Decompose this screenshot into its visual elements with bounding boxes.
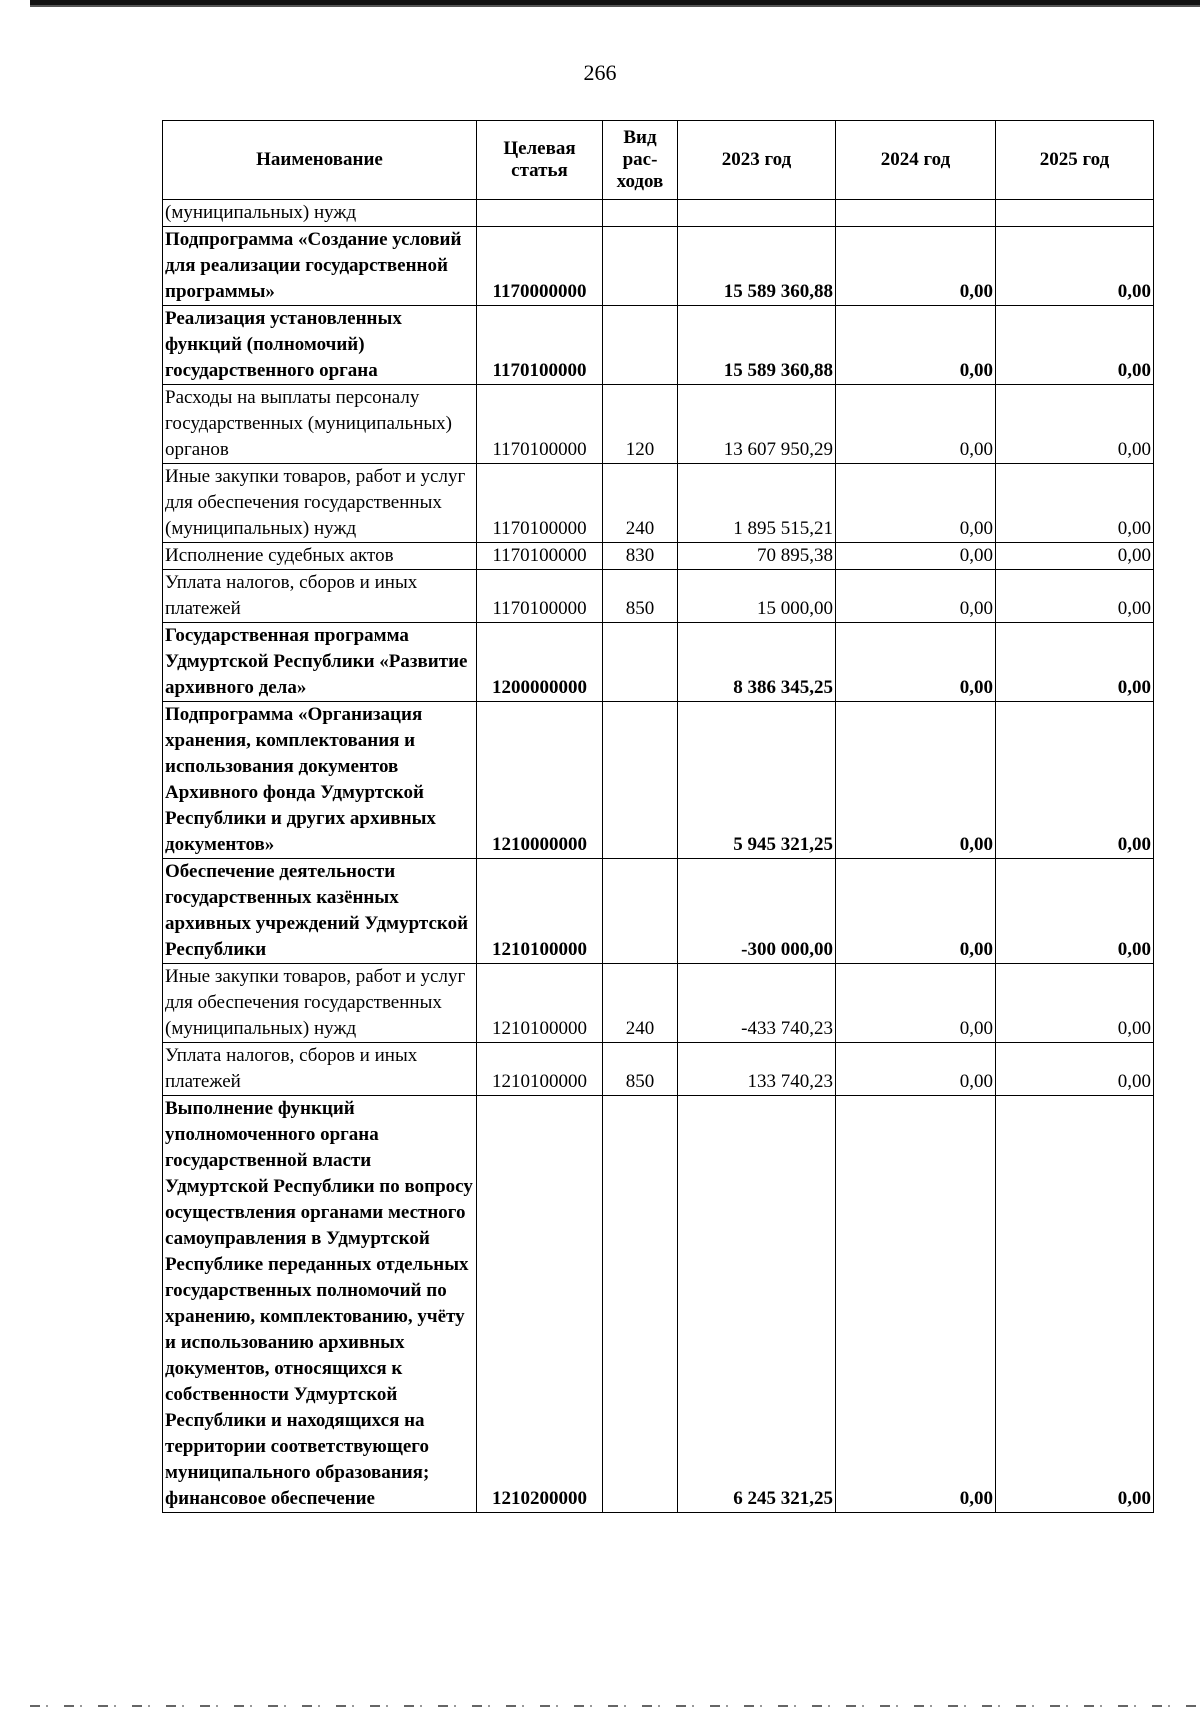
row-name-cell: Расходы на выплаты персоналу государственных (муниципальных) органов xyxy=(163,385,477,464)
table-row xyxy=(163,227,1154,306)
table-row xyxy=(163,464,1154,543)
table-row xyxy=(163,702,1154,859)
row-2024-cell: 0,00 xyxy=(836,385,996,464)
row-2023-cell: 1 895 515,21 xyxy=(678,464,836,543)
row-2025-cell xyxy=(996,200,1154,227)
table-row xyxy=(163,1043,1154,1096)
row-2023-cell: 15 589 360,88 xyxy=(678,227,836,306)
top-scan-border-shadow xyxy=(30,5,1200,7)
row-name-cell: Обеспечение деятельности государственных казённых архивных учреждений Удмуртской Республики xyxy=(163,859,477,964)
table-row xyxy=(163,306,1154,385)
header-name: Наименование xyxy=(163,121,477,200)
row-code-cell xyxy=(477,200,603,227)
header-vid-line3: ходов xyxy=(616,171,664,192)
row-2024-cell: 0,00 xyxy=(836,964,996,1043)
row-2023-cell: -433 740,23 xyxy=(678,964,836,1043)
header-vid-line1: Вид xyxy=(623,127,657,148)
row-2023-cell: 8 386 345,25 xyxy=(678,623,836,702)
header-vid-line2: рас- xyxy=(622,149,658,170)
row-2024-cell: 0,00 xyxy=(836,306,996,385)
row-name-cell: Реализация установленных функций (полномочий) государственного органа xyxy=(163,306,477,385)
row-name-cell: Государственная программа Удмуртской Республики «Развитие архивного дела» xyxy=(163,623,477,702)
row-name-cell: Уплата налогов, сборов и иных платежей xyxy=(163,570,477,623)
row-name-cell: (муниципальных) нужд xyxy=(163,200,477,227)
row-name-cell: Подпрограмма «Организация хранения, комплектования и использования документов Архивного фонда Удмуртской Республики и других архивных документов» xyxy=(163,702,477,859)
row-2025-cell: 0,00 xyxy=(996,543,1154,570)
row-2023-cell: 15 589 360,88 xyxy=(678,306,836,385)
header-2023: 2023 год xyxy=(678,121,836,200)
row-code-cell: 1170100000 xyxy=(477,306,603,385)
row-vid-cell: 850 xyxy=(603,1043,678,1096)
row-2024-cell: 0,00 xyxy=(836,702,996,859)
row-2023-cell: 70 895,38 xyxy=(678,543,836,570)
row-2025-cell: 0,00 xyxy=(996,702,1154,859)
budget-table xyxy=(162,120,1154,1513)
row-2023-cell: 6 245 321,25 xyxy=(678,1096,836,1513)
row-name-cell: Исполнение судебных актов xyxy=(163,543,477,570)
row-code-cell: 1210000000 xyxy=(477,702,603,859)
row-vid-cell: 240 xyxy=(603,964,678,1043)
row-2024-cell: 0,00 xyxy=(836,227,996,306)
row-2025-cell: 0,00 xyxy=(996,1043,1154,1096)
row-vid-cell xyxy=(603,623,678,702)
table-row xyxy=(163,200,1154,227)
row-name-cell: Уплата налогов, сборов и иных платежей xyxy=(163,1043,477,1096)
row-2024-cell: 0,00 xyxy=(836,543,996,570)
row-code-cell: 1170000000 xyxy=(477,227,603,306)
row-code-cell: 1210200000 xyxy=(477,1096,603,1513)
table-row xyxy=(163,1096,1154,1513)
header-code-text: Целевая статья xyxy=(503,138,576,181)
row-2024-cell: 0,00 xyxy=(836,859,996,964)
row-2023-cell: 13 607 950,29 xyxy=(678,385,836,464)
row-name-cell: Иные закупки товаров, работ и услуг для обеспечения государственных (муниципальных) нужд xyxy=(163,464,477,543)
row-vid-cell xyxy=(603,1096,678,1513)
row-2024-cell: 0,00 xyxy=(836,570,996,623)
header-code xyxy=(477,121,603,200)
row-vid-cell xyxy=(603,227,678,306)
row-2025-cell: 0,00 xyxy=(996,570,1154,623)
bottom-scan-border xyxy=(30,1705,1200,1707)
row-code-cell: 1170100000 xyxy=(477,543,603,570)
row-2025-cell: 0,00 xyxy=(996,385,1154,464)
header-2025: 2025 год xyxy=(996,121,1154,200)
row-vid-cell xyxy=(603,859,678,964)
row-2025-cell: 0,00 xyxy=(996,464,1154,543)
row-vid-cell xyxy=(603,306,678,385)
table-row xyxy=(163,623,1154,702)
row-2025-cell: 0,00 xyxy=(996,623,1154,702)
row-code-cell: 1170100000 xyxy=(477,570,603,623)
row-2023-cell: 5 945 321,25 xyxy=(678,702,836,859)
row-2024-cell: 0,00 xyxy=(836,1096,996,1513)
page-number: 266 xyxy=(583,60,617,85)
row-2024-cell: 0,00 xyxy=(836,464,996,543)
row-2025-cell: 0,00 xyxy=(996,1096,1154,1513)
row-code-cell: 1210100000 xyxy=(477,1043,603,1096)
header-2024: 2024 год xyxy=(836,121,996,200)
row-2025-cell: 0,00 xyxy=(996,859,1154,964)
table-row xyxy=(163,385,1154,464)
row-name-cell: Иные закупки товаров, работ и услуг для обеспечения государственных (муниципальных) нужд xyxy=(163,964,477,1043)
row-vid-cell xyxy=(603,702,678,859)
table-row xyxy=(163,859,1154,964)
row-2025-cell: 0,00 xyxy=(996,964,1154,1043)
row-vid-cell: 120 xyxy=(603,385,678,464)
row-code-cell: 1210100000 xyxy=(477,964,603,1043)
row-2023-cell xyxy=(678,200,836,227)
row-code-cell: 1170100000 xyxy=(477,385,603,464)
row-2024-cell: 0,00 xyxy=(836,1043,996,1096)
row-code-cell: 1210100000 xyxy=(477,859,603,964)
row-2024-cell: 0,00 xyxy=(836,623,996,702)
row-code-cell: 1170100000 xyxy=(477,464,603,543)
table-row xyxy=(163,570,1154,623)
table-row xyxy=(163,543,1154,570)
row-2023-cell: 133 740,23 xyxy=(678,1043,836,1096)
table-body xyxy=(163,200,1154,1513)
row-2025-cell: 0,00 xyxy=(996,227,1154,306)
row-vid-cell: 240 xyxy=(603,464,678,543)
row-2023-cell: 15 000,00 xyxy=(678,570,836,623)
row-2025-cell: 0,00 xyxy=(996,306,1154,385)
row-vid-cell: 830 xyxy=(603,543,678,570)
row-code-cell: 1200000000 xyxy=(477,623,603,702)
row-2023-cell: -300 000,00 xyxy=(678,859,836,964)
row-vid-cell: 850 xyxy=(603,570,678,623)
table-row xyxy=(163,964,1154,1043)
row-name-cell: Подпрограмма «Создание условий для реализации государственной программы» xyxy=(163,227,477,306)
header-vid xyxy=(603,121,678,200)
table-header-row xyxy=(163,121,1154,200)
row-2024-cell xyxy=(836,200,996,227)
row-name-cell: Выполнение функций уполномоченного органа государственной власти Удмуртской Республики по вопросу осуществления органами местного самоуправления в Удмуртской Республике переданных отдельных государственных полномочий по хранению, комплектованию, учёту и использованию архивных документов, относящихся к собственности Удмуртской Республики и находящихся на территории соответствующего муниципального образования; финансовое обеспечение xyxy=(163,1096,477,1513)
row-vid-cell xyxy=(603,200,678,227)
